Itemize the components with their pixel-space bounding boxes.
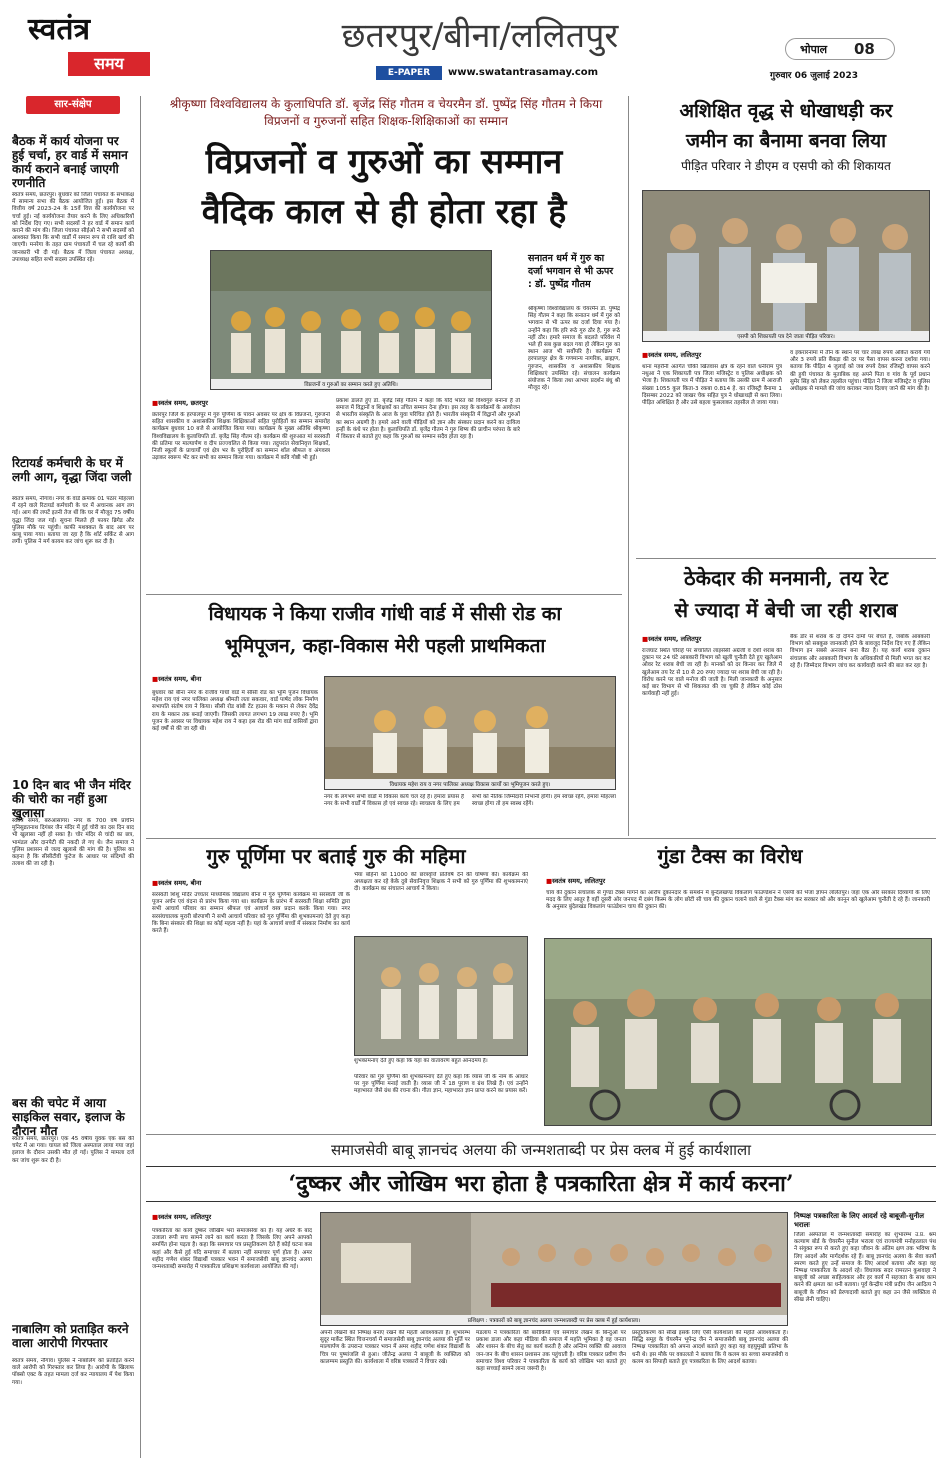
date-line: गुरुवार 06 जुलाई 2023 <box>770 71 858 81</box>
school-event-photo-icon <box>355 937 528 1056</box>
story-text: भैया बहिनों को 11000 की छात्रवृत्ति प्रतिवर्ष देने की घोषणा की। कार्यक्रम की अध्यक्षता कर रहे केके दुबे सेवानिवृत्त शिक्षक ने सभी को गुरु पूर्णिमा की शुभकामनाएं दी। कार्यक्रम का संचालन आचार्य ने किया। <box>354 872 528 893</box>
sidebar-item-text: स्वतंत्र समय, बरुआसागर। नगर के 700 वर्ष प्राचीन मुनिसुव्रतनाथ दिगंबर जैन मंदिर में हुई चोरी का दस दिन बाद भी खुलासा नहीं हो सका है। चोर मंदिर से चांदी का छत्र, भामंडल और दानपेटी की नकदी ले गए थे। जैन समाज ने पुलिस प्रशासन से जल्द खुलासे की मांग की है। पुलिस का कहना है कि सीसीटीवी फुटेज के आधार पर संदिग्धों की तलाश की जा रही है। <box>12 818 134 868</box>
story-byline: ■ स्वतंत्र समय, ललितपुर <box>152 1212 312 1221</box>
story-text: बुधवार को बीना नगर के राजीव गांधी वार्ड में सीसी रोड का भूमि पूजन विधायक महेश राय एवं नगर पालिका अध्यक्ष श्रीमती लता सकवार, वार्ड पार्षद लोक निर्माण सभापति संतोष राय ने किया। सीसी रोड बांबी टेंट हाउस के मकान से लेकर देवेंद्र राय के मकान तक बनाई जाएगी। जिसकी लागत लगभग 19 लाख रुपए है। भूमि पूजन के अवसर पर विधायक महेश राय ने कहा इस रोड की मांग वार्ड वासियों द्वारा कई वर्षों से की जा रही थी। <box>152 690 318 733</box>
story-vipra <box>146 94 622 590</box>
story-text: छतरपुर जिले के हरपालपुर में गुरु पूर्णिमा के पावन अवसर पर क्षेत्र के विप्रजनों, गुरुजनों सहित शासकीय व अशासकीय शिक्षक शिक्षिकाओं सहित पुरोहितों का सम्मान समारोह कार्यक्रम बुधवार 10 बजे से आयोजित किया गया। कार्यक्रम के मुख्य अतिथि श्रीकृष्णा विश्वविद्यालय के कुलाधिपति डॉ. बृजेंद्र सिंह गौतम रहे। कार्यक्रम की शुरुआत मां सरस्वती की प्रतिमा पर माल्यार्पण व दीप प्रज्ज्वलित से किया गया। तदुपरांत सेवानिवृत्त शिक्षकों, निजी स्कूलों के प्राचार्यों एवं क्षेत्र भर के पुरोहितों का सम्मान शॉल श्रीफल व अंगवस्त्र उढ़ाकर स्वरूप भेंट कर सभी का सम्मान किया गया। कार्यक्रम में कवि गोष्ठी भी हुई। <box>152 412 330 462</box>
city-label: भोपाल <box>800 43 828 56</box>
logo-bottom: समय <box>68 52 150 76</box>
city-tag <box>785 38 895 60</box>
story-byline: ■ स्वतंत्र समय, ललितपुर <box>642 350 782 359</box>
sidebar-section-label: सार-संक्षेप <box>26 96 120 114</box>
story-fraud <box>636 96 936 554</box>
family-photo-icon <box>643 191 930 342</box>
sidebar-item-text: स्वतंत्र समय, छतरपुर। एक 45 वर्षीय युवक एक बस की चपेट में आ गया। घायल को जिला अस्पताल लाया गया जहां इलाज के दौरान उसकी मौत हो गई। पुलिस ने मामला दर्ज कर जांच शुरू कर दी है। <box>12 1136 134 1164</box>
story-cc-road <box>146 598 622 834</box>
story-text: प्रकाश डालते हुए डॉ. बृजेंद्र सिंह गौतम ने कहा कि यदि भारत को विश्वगुरु बनाना है तो समाज में विद्वानों व शिक्षकों का उचित सम्मान देना होगा। इस तरह के कार्यक्रमों के आयोजन से भारतीय संस्कृति के आज के युवा परिचित होते हैं। भारतीय संस्कृति में विद्वानों और गुरुओं का स्थान अग्रणी है। हमारे आने वाली पीढ़ियों को ज्ञान और संस्कार प्रदान करने का दायित्व इन्हीं के कंधे पर होता है। कुलाधिपति डॉ. बृजेंद्र गौतम ने गुरु शिष्य की प्राचीन परंपरा के बारे में विस्तार से बताते हुए कहा कि गुरुओं का सम्मान सदैव होता रहा है। <box>336 398 520 441</box>
story-divider <box>146 1134 936 1135</box>
story-headline: विप्रजनों व गुरुओं का सम्मान <box>205 142 563 182</box>
story-text: श्रीकृष्णा विश्वविद्यालय के चेयरमैन डॉ. पुष्पेंद्र सिंह गौतम ने कहा कि सनातन धर्म में गुरु को भगवान से भी ऊपर का दर्जा दिया गया है। उन्होंने कहा कि हरि रूठे गुरु ठौर है, गुरु रूठे नहीं ठौर। हमारे समाज के बदलते परिवेश में भले ही सब कुछ बदल गया हो लेकिन गुरु का स्थान आज भी सर्वोपरि है। कार्यक्रम में हरपालपुर क्षेत्र के गणमान्य नागरिक, ब्राह्मण, गुरुजन, शासकीय व अशासकीय शिक्षक शिक्षिकाएं उपस्थित रहे। संचालन कार्यक्रम संयोजक ने किया तथा आभार प्रदर्शन बंधु श्री मौजूद रहे। <box>528 306 620 392</box>
sidebar-item-text: स्वतंत्र समय, छतरपुर। बुधवार को जिला पंचायत के सभाकक्ष में सामान्य सभा की बैठक आयोजित हुई। इस बैठक में वित्तीय वर्ष 2023-24 के 15वें वित्त की कार्ययोजना पर चर्चा हुई। नई कार्ययोजना तैयार करने के लिए अधिकारियों को निर्देश दिए गए। सभी सदस्यों ने हर वार्ड में समान कार्य कराने की मांग की। जिला पंचायत सीईओ ने सभी सदस्यों को आश्वस्त किया कि सभी वार्डों में समान रूप से राशि खर्च की जाएगी। मनरेगा के तहत ग्राम पंचायतों में चल रहे कार्यों की जानकारी भी दी गई। बैठक में जिला पंचायत अध्यक्ष, उपाध्यक्ष सहित सभी सदस्य उपस्थित रहे। <box>12 192 134 263</box>
story-journalism-workshop <box>146 1136 940 1462</box>
story-byline: ■ स्वतंत्र समय, बीना <box>152 674 292 683</box>
story-text: शुभकामनाएं देते हुए कहा कि यहां का वातावरण बहुत आनंदमय है। <box>354 1058 488 1064</box>
story-liquor <box>636 562 936 832</box>
photo-caption: विधायक महेश राय व नगर पालिका अध्यक्ष विकास कार्यों का भूमिपूजन करते हुए। <box>325 779 615 789</box>
bhoomipujan-photo-icon <box>325 677 616 790</box>
sidebar-item-title: बैठक में कार्य योजना पर हुई चर्चा, हर वार्ड में समान कार्य कराने बनाई जाएगी रणनीति <box>12 134 128 190</box>
story-headline: ठेकेदार की मनमानी, तय रेट <box>683 566 889 590</box>
logo-top: स्वतंत्र <box>28 12 91 47</box>
story-photo <box>642 190 930 342</box>
edition-title: छतरपुर/बीना/ललितपुर <box>341 16 619 56</box>
story-guru-purnima <box>146 842 532 1130</box>
story-text: थाना महरौनी अंतर्गत चौकी खितवांस क्षेत्र के रहने वाले धनीराम पुत्र नथुआ ने एक शिकायती पत्र जिला मजिस्ट्रेट व पुलिस अधीक्षक को भेजा है। शिकायती पत्र में पीड़ित ने बताया कि उसकी ग्राम में आराजी संख्या 1055 कुल किता-3 रकबा 0.814 हे. का रजिस्ट्री बैनामा 1 दिसम्बर 2022 को जाखर चेक सहित पुत्र ने धोखाधड़ी से करा लिया। पीड़ित अशिक्षित है और उसे बहला फुसलाकर तहसील ले जाया गया। <box>642 364 782 407</box>
story-text: मंडलाय ने पत्रकारिता की बारीकियों एवं समाचार लेखन के बिन्दुओं पर प्रकाश डाला और कहा मीडिया की समाज में महति भूमिका है वह जनता और शासन के बीच सेतु का कार्य करती है और अन्तिम व्यक्ति की आवाज जन-जन के बीच शासन प्रशासन तक पहुंचाती है। वरिष्ठ पत्रकार प्रवीण जैन समाचार विश्व परिवार ने पत्रकारिता के कार्य को जोखिम भरा बताते हुए कहा सच्चाई सामने लाना जरूरी है। <box>476 1330 626 1373</box>
story-headline: विधायक ने किया राजीव गांधी वार्ड में सीसी रोड का <box>208 603 562 625</box>
story-headline: भूमिपूजन, कहा-विकास मेरी पहली प्राथमिकता <box>224 635 546 657</box>
story-text: सभी को नैतिक जिम्मेदारी निभानी होगी। हम स्वच्छ रहेंगे, हमारा मोहल्ला स्वच्छ होगा तो हम स्वस्थ रहेंगे। <box>472 794 616 808</box>
story-text: प्रस्तुतिकरण को सीखे इसके लिए ऐसी कार्यशाला की महति आवश्यकता है। सिद्धि समूह के चेयरमैन भूपेन्द्र जैन ने समाजसेवी बाबू ज्ञानचंद अलया की निष्पक्ष पत्रकारिता को अपना आदर्श बताते हुए कहा यह वहयुमुखी प्रतिभा के धनी थे। इस मौके पर वकालतो ने बताया कि ये कलम का सच्चा समाजसेवी व कलम का सिपाही बताते हुए पत्रकारिता के लिए आदर्श बताया। <box>632 1330 788 1365</box>
story-text: चाय की दुकान संचालक से गुण्डा टैक्स मांगने का आरोप दुकानदार के समर्थन में बुन्देलखण्ड विकलांग फाउण्डेशन ने एसपी को भेजा ज्ञापन ललितपुर। जहां एक ओर सरकार दिव्यांगों के लिए मदद के लिए आतुर है वहीं दूसरी ओर जनपद में दबंग किस्म के लोग छोटी सी चाय की दुकान चलाने वाले से गुंडा टैक्स मांग कर सरकार को और कानून को खुलेआम चुनौती दे रहे हैं। जानकारी के अनुसार बुंदेलखंड विकलांग फाउंडेशन चाय की दुकान की। <box>546 890 930 911</box>
story-subhead: पीड़ित परिवार ने डीएम व एसपी को की शिकायत <box>681 159 891 173</box>
column-divider <box>628 96 629 836</box>
story-subhead: निष्पक्ष पत्रकारिता के लिए आदर्श रहे बाबूजी-सुनील भरालः <box>794 1212 924 1229</box>
story-gunda-tax <box>540 842 936 1130</box>
story-kicker: श्रीकृष्णा विश्वविद्यालय के कुलाधिपति डॉ. बृजेंद्र सिंह गौतम व चेयरमैन डॉ. पुष्पेंद्र सिंह गौतम ने किया विप्रजनों व गुरुजनों सहित शिक्षक-शिक्षिकाओं का सम्मान <box>169 97 603 128</box>
story-headline: जमीन का बैनामा बनवा लिया <box>685 130 887 152</box>
story-photo <box>354 936 528 1056</box>
workshop-photo-icon <box>321 1213 788 1326</box>
story-photo <box>544 938 932 1126</box>
sidebar-item-title: नाबालिग को प्रताड़ित करने वाला आरोपी गिरफ्तार <box>12 1322 129 1350</box>
story-photo <box>324 676 616 790</box>
sidebar-item-text: स्वतंत्र समय, नौगांव। नगर के वार्ड क्रमांक 01 पठार मोहल्ला में रहने वाले रिटायर्ड कर्मचारी के घर में अचानक आग लग गई। आग की लपटें इतनी तेज थीं कि घर में मौजूद 75 वर्षीय वृद्धा जिंदा जल गईं। सूचना मिलते ही फायर ब्रिगेड और पुलिस मौके पर पहुंची। काफी मशक्कत के बाद आग पर काबू पाया गया। बताया जा रहा है कि शॉर्ट सर्किट से आग लगी। पुलिस ने मर्ग कायम कर जांच शुरू कर दी है। <box>12 496 134 546</box>
story-divider <box>146 594 622 595</box>
sidebar-item-title: बस की चपेट में आया साइकिल सवार, इलाज के दौरान मौत <box>12 1096 125 1138</box>
story-subhead: सनातन धर्म में गुरु का दर्जा भगवान से भी ऊपर : डॉ. पुष्पेंद्र गौतम <box>528 253 614 290</box>
wheelchair-protest-photo-icon <box>545 939 932 1126</box>
story-text: अपनी लेखनी को निष्पक्ष बनाए रखने की महती आवश्यकता है। शुभारम्भ सुदूर मार्केट स्थित चित्तनचर्या में समाजसेवी बाबू ज्ञानचंद अलया की मूर्ति पर माल्यार्पण के उपरान्त पत्रकार भवन में अमर शहीद गणेश शंकर विद्यार्थी के चित्र पर पुष्पांजलि से हुआ। जीतेन्द्र अलया ने बाबूजी के व्यक्तित्व को कालम्पम प्रस्तुति की। कार्यशाला में वरिष्ठ पत्रकारों ने विचार रखे। <box>320 1330 470 1365</box>
photo-caption: विप्रजनों व गुरुओं का सम्मान करते हुए अतिथि। <box>211 379 491 389</box>
epaper-label: E-PAPER <box>376 66 442 80</box>
story-headline: ‘दुष्कर और जोखिम भरा होता है पत्रकारिता क्षेत्र में कार्य करना’ <box>146 1166 936 1202</box>
story-text: नगर के लगभग सभी वार्डों में विकास कार्य चल रहे हैं। हमारा प्रयास है नगर के सभी वार्डों में विकास हो एवं स्वच्छ रहे। स्वच्छता के लिए हम <box>324 794 464 808</box>
story-headline: से ज्यादा में बेची जा रही शराब <box>674 598 898 622</box>
story-photo <box>320 1212 788 1326</box>
sidebar-divider <box>140 96 141 1458</box>
page-number: 08 <box>854 40 875 58</box>
sidebar-item-title: 10 दिन बाद भी जैन मंदिर की चोरी का नहीं हुआ खुलासा <box>12 778 131 820</box>
photo-caption: प्रशिक्षण : पत्रकारों को बाबू ज्ञानचंद अलया जन्मशताब्दी पर प्रेस क्लब में हुई कार्यशाला। <box>321 1315 787 1325</box>
story-byline: ■ स्वतंत्र समय, ललितपुर <box>642 634 782 643</box>
group-photo-icon <box>211 251 492 390</box>
story-byline: ■ स्वतंत्र समय, ललितपुर <box>546 876 686 885</box>
story-byline: ■ स्वतंत्र समय, बीना <box>152 878 292 887</box>
story-headline: अशिक्षित वृद्ध से धोखाधड़ी कर <box>679 100 893 122</box>
story-text: राजघाट स्थित चौराहे पर संचालित लाइसेंसी अंग्रेजी व देशी शराब की दुकान पर 24 घंटे आबकारी विभाग को खुली चुनौती देते हुए खुलेआम ओवर रेट शराब बेची जा रही है। मानकों को दर किनार कर जिले में खुलेआम तय रेट से 10 से 20 रुपए ज्यादा पर शराब बेची जा रही है। विरोध करने पर वाले मनोज की जाती है। मिली जानकारी के अनुसार कई बार विभाग से भी शिकायत की जा चुकी है लेकिन कोई ठोस कार्यवाही नहीं हुई। <box>642 648 782 698</box>
story-headline: वैदिक काल से ही होता रहा है <box>201 192 567 232</box>
sidebar <box>12 96 134 1458</box>
logo <box>28 12 158 82</box>
story-text: सरस्वती शिशु मंदिर उच्चतर माध्यमिक विद्यालय बीना में गुरु पूर्णिमा कार्यक्रम मां सरस्वती जी के पूजन अर्चन एवं वंदना से प्रारंभ किया गया था। कार्यक्रम के प्रारंभ में सरस्वती शिक्षा समिति द्वारा सभी आचार्य परिवार का सम्मान श्रीफल एवं आचार्य वस्त्र प्रदान करके किया गया। नगर सरसंघचालक मुरारी बोरपाणी ने सभी आचार्य परिवार को गुरु पूर्णिमा की शुभकामनाएं देते हुए कहा कि बिना संस्कार की शिक्षा का कोई महत्व नहीं है। यहां के आचार्य बच्चों में संस्कार निर्माण का कार्य करते हैं। <box>152 892 350 935</box>
story-divider <box>146 838 936 839</box>
story-text: बैक डोर से शराब के दो दोगने दामों पर बेचते हैं, जबकि आबकारी विभाग को सबकुछ जानकारी होने के बावजूद निर्देश दिए गए हैं लेकिन विभाग इन सबसे अनजान बना बैठा है। यह कार्य शराब दुकान संचालक और आबकारी विभाग के अधिकारियों से मिली भगत कर कर रहे हैं। जिम्मेदार विभाग जांच कर कार्यवाही करने की बात कर रहा है। <box>790 634 930 669</box>
story-headline: गुंडा टैक्स का विरोध <box>657 844 803 868</box>
story-text: परिवार को गुरु पूर्णिमा की शुभकामनाएं देते हुए कहा कि व्यास जी के नाम के आधार पर गुरु पूर्णिमा मनाई जाती है। व्यास जी ने 18 पुराण व ग्रंथ लिखे हैं। एवं उन्होंने महाभारत जैसे ग्रंथ की रचना की। गीता ज्ञान, महाभारत ज्ञान प्राप्त करने का प्रयास करें। <box>354 1074 528 1095</box>
site-url[interactable]: www.swatantrasamay.com <box>448 67 599 78</box>
story-text: व इकरारनामा में तीन के स्थान पर चार लाख रुपये अंकित कराये गये और 3 रुपये प्रति बैंकड़ा की दर पर पैसा वापस करना दर्शाया गया। बताया कि पीड़ित 4 जुलाई को जब रुपये देकर रजिस्ट्री वापस करने की हुयी पंचायत के मुताबिक वह अपने पिता व गांव के पूर्व प्रधान सुमेर सिंह को लेकर तहसील पहुंचा। पीड़ित ने जिला मजिस्ट्रेट व पुलिस अधीक्षक से मामले की जांच कराकर न्याय दिलाए जाने की मांग की है। <box>790 350 930 393</box>
sidebar-item-text: स्वतंत्र समय, नौगांव। पुलिस ने नाबालिग को प्रताड़ित करने वाले आरोपी को गिरफ्तार कर लिया है। आरोपी के खिलाफ पॉक्सो एक्ट के तहत मामला दर्ज कर न्यायालय में पेश किया गया। <box>12 1358 134 1386</box>
story-kicker: समाजसेवी बाबू ज्ञानचंद अलया की जन्मशताब्दी पर प्रेस क्लब में हुई कार्यशाला <box>330 1141 752 1159</box>
story-text: जिला अस्पताल में जन्मशताब्दी समारोह का शुभारम्भ उ.प्र. श्रम कल्याण बोर्ड के चेयरमैन सुनील भराला एवं राज्यमंत्री मनोहरलाल पंथ ने संयुक्त रूप से करते हुए कहा जीवन के अंतिम क्षण तक भविष्य के लिए आदर्श और मार्गदर्शक रहे हैं। बाबू ज्ञानचंद अलया के सेवा कार्यों स्मरण करते हुए उन्हें समाज के लिए आदर्श बताया और कहा वह निष्पक्ष पत्रकारिता के आदर्श रहे। विधायक सदर रामरतन कुशवाहा ने बाबूजी को अच्छा साहित्यकार और हर कार्य में सहजता के साथ काम करने की क्षमता का धनी बताया। पूर्व केन्द्रीय मंत्री प्रदीप जैन आदित्य ने बाबूजी के जीवन को प्रेरणादायी बताते हुए कहा उन जैसे व्यक्तित्व से सीख लेनी चाहिए। <box>794 1232 936 1303</box>
photo-caption: एसपी को शिकायती पत्र देने जाता पीड़ित परिवार। <box>643 331 929 341</box>
story-text: पत्रकारिता का कार्य दुष्कर जोखिम भरा समाजसेवा का है। यह अंधेरे के बाद उजाला रूपी सच सामने लाने का कार्य करता है जिसके लिए अपने आपको समर्पित होना पड़ता है। कहा कि समाचार पत्र प्रस्तुतिकरण देते हैं कोई घटना कब कहां और कैसे हुई यदि समाचार में बताया नहीं समाचार पूर्ण होता है। अमर शहीद गणेश शंकर विद्यार्थी पत्रकार भवन में समाजसेवी बाबू ज्ञानचंद अलया जन्मशताब्दी समारोह में पत्रकारिता प्रशिक्षण कार्यशाला आयोजित की गई। <box>152 1228 312 1271</box>
sidebar-item-title: रिटायर्ड कर्मचारी के घर में लगी आग, वृद्धा जिंदा जली <box>12 456 132 484</box>
masthead <box>0 0 945 92</box>
story-headline: गुरु पूर्णिमा पर बताई गुरु की महिमा <box>206 844 466 868</box>
story-photo <box>210 250 492 390</box>
story-byline: ■ स्वतंत्र समय, छतरपुर <box>152 398 292 407</box>
story-divider <box>636 558 936 559</box>
